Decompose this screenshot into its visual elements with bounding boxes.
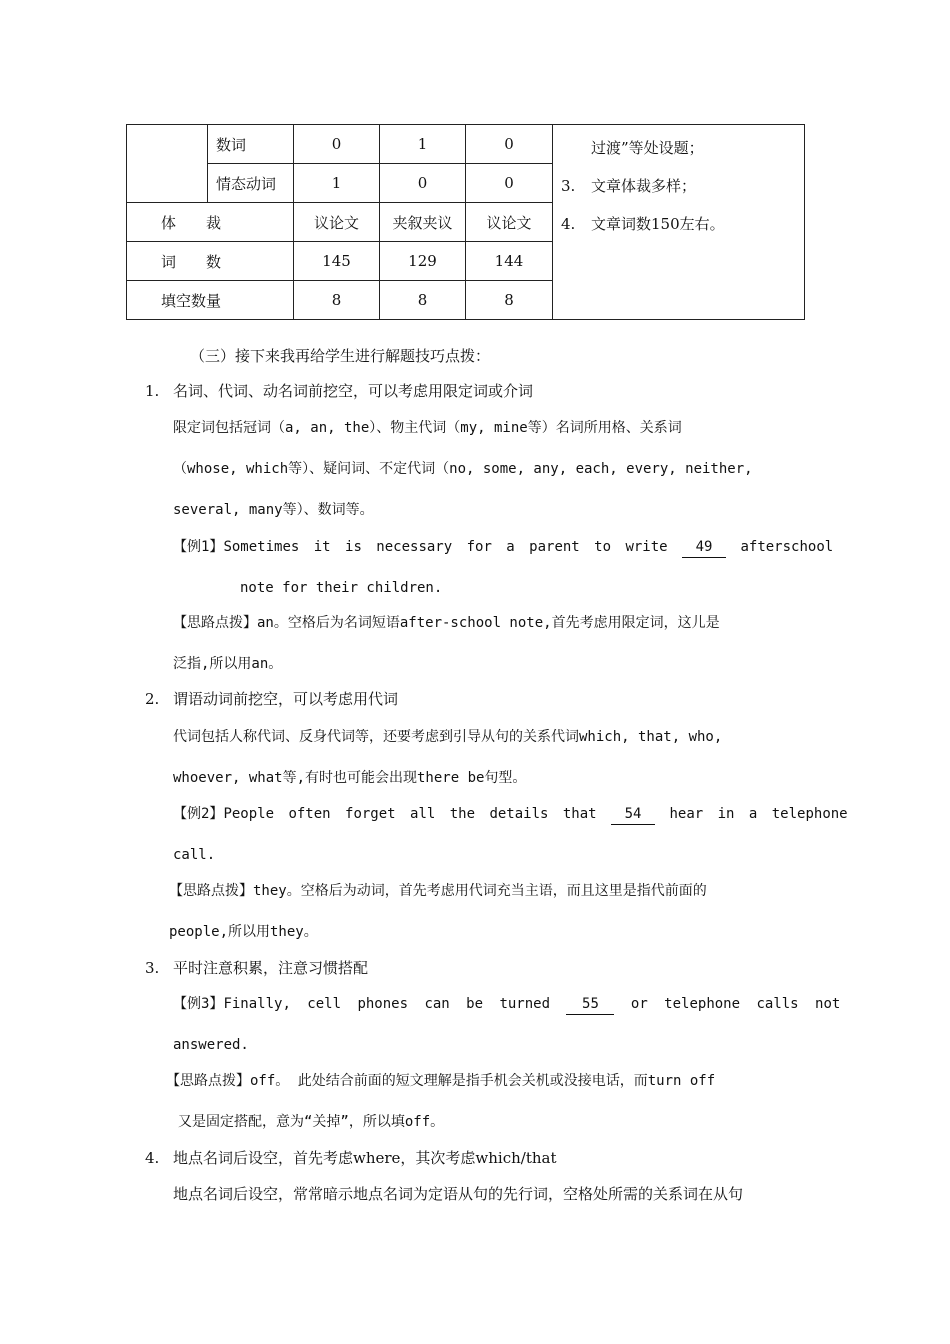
row-label: 情态动词 [208,164,294,203]
example-label: 【例3】 [173,996,224,1012]
answer-blank: 49 [682,537,726,558]
table-cell: 144 [466,242,553,281]
hint-line: 又是固定搭配，意为“关掉”，所以填off。 [178,1114,445,1130]
example-label: 【例2】 [173,806,224,822]
row-label: 填空数量 [127,281,294,320]
row-label: 词 数 [127,242,294,281]
hint-label: 【思路点拨】 [166,1073,250,1089]
table-cell: 8 [380,281,466,320]
hint-line: 【思路点拨】an。空格后为名词短语after-school note,首先考虑用限定词，这儿是 [173,615,720,631]
table-cell: 0 [294,125,380,164]
example-text: Finally, cell phones can be turned [223,996,551,1012]
row-label: 数词 [208,125,294,164]
tip-body-line: 限定词包括冠词（a, an, the）、物主代词（my, mine等）名词所用格、关系词 [173,420,682,436]
hint-line: 泛指,所以用an。 [173,656,283,672]
tip-body-line: （whose, which等）、疑问词、不定代词（no, some, any, each, every, neither, [173,461,753,477]
stats-table [126,124,805,320]
table-cell: 0 [466,164,553,203]
tip-body-line: 代词包括人称代词、反身代词等，还要考虑到引导从句的关系代词which, that, who, [173,729,723,745]
table-cell: 0 [466,125,553,164]
section-heading: （三）接下来我再给学生进行解题技巧点拨： [190,347,491,365]
notes-cell [553,125,805,320]
example-line [173,994,840,1015]
answer-blank: 55 [566,994,614,1015]
tip-heading: 3. 平时注意积累，注意习惯搭配 [145,959,369,977]
example-text: afterschool [740,539,834,555]
tip-body-line: several, many等）、数词等。 [173,502,374,518]
table-cell: 8 [466,281,553,320]
tip-heading: 2. 谓语动词前挖空，可以考虑用代词 [145,690,399,708]
example-text: Sometimes it is necessary for a parent to write [223,539,668,555]
table-cell: 145 [294,242,380,281]
table-cell: 1 [380,125,466,164]
answer-blank: 54 [611,804,655,825]
example-text: People often forget all the details that [223,806,597,822]
example-line [173,804,848,825]
tip-heading: 1. 名词、代词、动名词前挖空，可以考虑用限定词或介词 [145,382,534,400]
example-label: 【例1】 [173,539,224,555]
tip-body-line: whoever, what等,有时也可能会出现there be句型。 [173,770,527,786]
example-line: call. [173,847,216,863]
example-text: or telephone calls not [630,996,841,1012]
table-cell: 夹叙夹议 [380,203,466,242]
table-row [127,125,805,164]
hint-line: 【思路点拨】off。 此处结合前面的短文理解是指手机会关机或没接电话，而turn off [166,1073,716,1089]
example-line: note for their children. [240,580,443,596]
note-item: 过渡”等处设题； [591,139,704,157]
example-line [173,537,833,558]
note-item: 3. 文章体裁多样； [561,177,697,195]
hint-label: 【思路点拨】 [169,883,253,899]
table-cell: 1 [294,164,380,203]
tip-heading: 4. 地点名词后设空，首先考虑where，其次考虑which/that [145,1149,557,1167]
empty-header-cell [127,125,208,203]
note-item: 4. 文章词数150左右。 [561,215,725,233]
tip-body-line: 地点名词后设空，常常暗示地点名词为定语从句的先行词，空格处所需的关系词在从句 [173,1185,744,1203]
table-cell: 8 [294,281,380,320]
example-line: answered. [173,1037,249,1053]
table-cell: 议论文 [466,203,553,242]
table-cell: 129 [380,242,466,281]
row-label: 体 裁 [127,203,294,242]
table-cell: 议论文 [294,203,380,242]
table-cell: 0 [380,164,466,203]
hint-line: people,所以用they。 [169,924,318,940]
example-text: hear in a telephone [669,806,848,822]
hint-label: 【思路点拨】 [173,615,257,631]
hint-line: 【思路点拨】they。空格后为动词，首先考虑用代词充当主语，而且这里是指代前面的 [169,883,707,899]
